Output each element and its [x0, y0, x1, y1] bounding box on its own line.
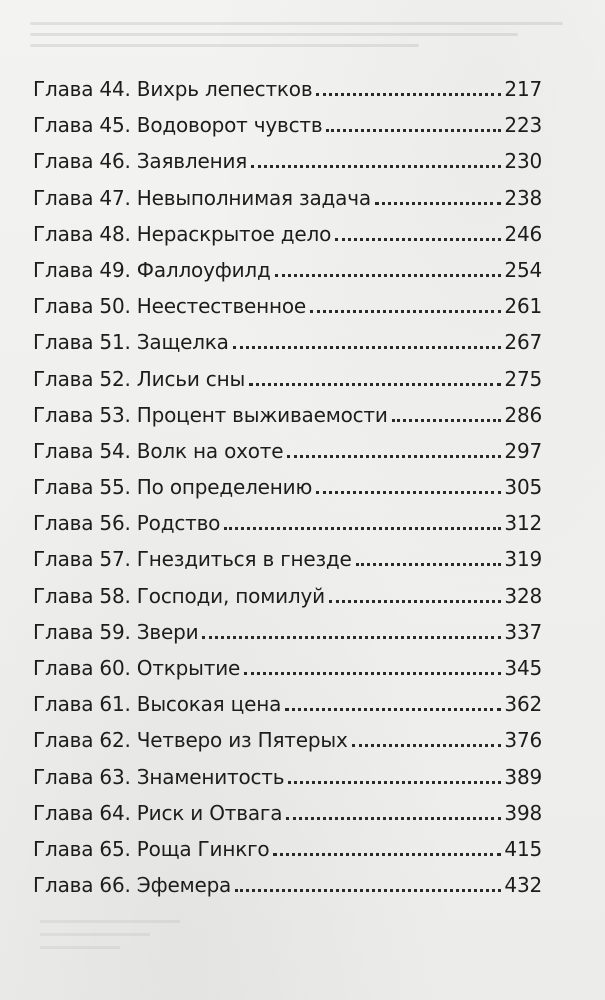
toc-entry: [33, 361, 542, 397]
toc-entry-title: Глава 49. Фаллоуфилд: [33, 257, 271, 282]
toc-entry-page-number: 389: [504, 764, 542, 789]
toc-entry-page-number: 230: [504, 149, 542, 174]
toc-dot-leader: [356, 563, 502, 566]
toc-entry: [33, 505, 542, 541]
toc-dot-leader: [316, 491, 501, 494]
toc-entry: [33, 759, 542, 795]
toc-entry: [33, 650, 542, 686]
toc-entry: [33, 107, 542, 143]
toc-entry-page-number: 305: [504, 475, 542, 500]
toc-entry-page-number: 254: [504, 257, 542, 282]
toc-entry-page-number: 286: [504, 402, 542, 427]
toc-dot-leader: [316, 93, 501, 96]
toc-dot-leader: [329, 600, 502, 603]
toc-entry-title: Глава 62. Четверо из Пятерых: [33, 728, 348, 753]
toc-entry: [33, 578, 542, 614]
toc-dot-leader: [335, 238, 501, 241]
toc-entry: [33, 252, 542, 288]
toc-dot-leader: [273, 853, 501, 856]
toc-entry: [33, 541, 542, 577]
toc-dot-leader: [326, 129, 501, 132]
toc-dot-leader: [287, 455, 501, 458]
toc-entry: [33, 686, 542, 722]
toc-entry-title: Глава 59. Звери: [33, 619, 199, 644]
show-through-text-bottom: [40, 920, 240, 980]
toc-entry: [33, 71, 542, 107]
toc-entry-title: Глава 56. Родство: [33, 511, 221, 536]
toc-entry-title: Глава 47. Невыполнимая задача: [33, 185, 371, 210]
toc-entry-page-number: 217: [504, 77, 542, 101]
toc-dot-leader: [392, 419, 502, 422]
toc-entry-title: Глава 52. Лисьи сны: [33, 366, 246, 391]
toc-entry-title: Глава 65. Роща Гинкго: [33, 836, 270, 861]
toc-dot-leader: [233, 346, 502, 349]
toc-dot-leader: [244, 672, 501, 675]
toc-dot-leader: [249, 383, 501, 386]
toc-entry-title: Глава 51. Защелка: [33, 330, 229, 355]
toc-entry-page-number: 328: [504, 583, 542, 608]
toc-dot-leader: [286, 817, 501, 820]
toc-entry-title: Глава 63. Знаменитость: [33, 764, 285, 789]
toc-dot-leader: [288, 781, 501, 784]
toc-entry-page-number: 312: [504, 511, 542, 536]
toc-entry-title: Глава 61. Высокая цена: [33, 692, 282, 717]
toc-entry-title: Глава 50. Неестественное: [33, 294, 307, 319]
toc-entry: [33, 288, 542, 324]
toc-entry-page-number: 297: [504, 438, 542, 463]
toc-entry: [33, 469, 542, 505]
toc-entry-title: Глава 60. Открытие: [33, 656, 241, 680]
toc-dot-leader: [310, 310, 501, 313]
toc-entry-page-number: 362: [504, 692, 542, 717]
toc-entry-title: Глава 66. Эфемера: [33, 873, 232, 898]
toc-entry-page-number: 238: [504, 185, 542, 210]
toc-entry-page-number: 432: [504, 873, 542, 898]
toc-entry-title: Глава 54. Волк на охоте: [33, 438, 284, 463]
toc-entry-title: Глава 64. Риск и Отвага: [33, 800, 283, 825]
toc-entry-title: Глава 48. Нераскрытое дело: [33, 221, 332, 246]
toc-entry-page-number: 275: [504, 366, 542, 391]
toc-entry: [33, 795, 542, 831]
toc-entry: [33, 324, 542, 360]
toc-entry-page-number: 398: [504, 800, 542, 825]
toc-dot-leader: [224, 527, 501, 530]
toc-dot-leader: [235, 889, 501, 892]
toc-entry-title: Глава 58. Господи, помилуй: [33, 583, 325, 608]
toc-entry-title: Глава 46. Заявления: [33, 149, 248, 174]
table-of-contents: [33, 71, 542, 903]
toc-entry-page-number: 261: [504, 294, 542, 319]
toc-entry-page-number: 337: [504, 619, 542, 644]
toc-entry-title: Глава 44. Вихрь лепестков: [33, 77, 313, 101]
toc-entry: [33, 433, 542, 469]
toc-entry-page-number: 267: [504, 330, 542, 355]
toc-dot-leader: [285, 708, 501, 711]
toc-entry-page-number: 246: [504, 221, 542, 246]
toc-dot-leader: [375, 202, 502, 205]
toc-entry: [33, 143, 542, 179]
toc-entry-title: Глава 57. Гнездиться в гнезде: [33, 547, 352, 572]
toc-entry-page-number: 376: [504, 728, 542, 753]
toc-entry-title: Глава 45. Водоворот чувств: [33, 113, 323, 138]
toc-entry-page-number: 223: [504, 113, 542, 138]
toc-entry-page-number: 319: [504, 547, 542, 572]
toc-entry: [33, 180, 542, 216]
toc-entry: [33, 397, 542, 433]
toc-entry: [33, 722, 542, 758]
toc-entry: [33, 867, 542, 903]
toc-entry: [33, 614, 542, 650]
toc-entry-page-number: 345: [504, 656, 542, 680]
toc-entry: [33, 831, 542, 867]
toc-entry-title: Глава 53. Процент выживаемости: [33, 402, 388, 427]
toc-entry-page-number: 415: [504, 836, 542, 861]
toc-dot-leader: [352, 744, 502, 747]
toc-entry: [33, 216, 542, 252]
toc-dot-leader: [202, 636, 501, 639]
toc-dot-leader: [275, 274, 502, 277]
toc-entry-title: Глава 55. По определению: [33, 475, 313, 500]
show-through-text-top: [30, 22, 585, 52]
toc-dot-leader: [251, 165, 501, 168]
